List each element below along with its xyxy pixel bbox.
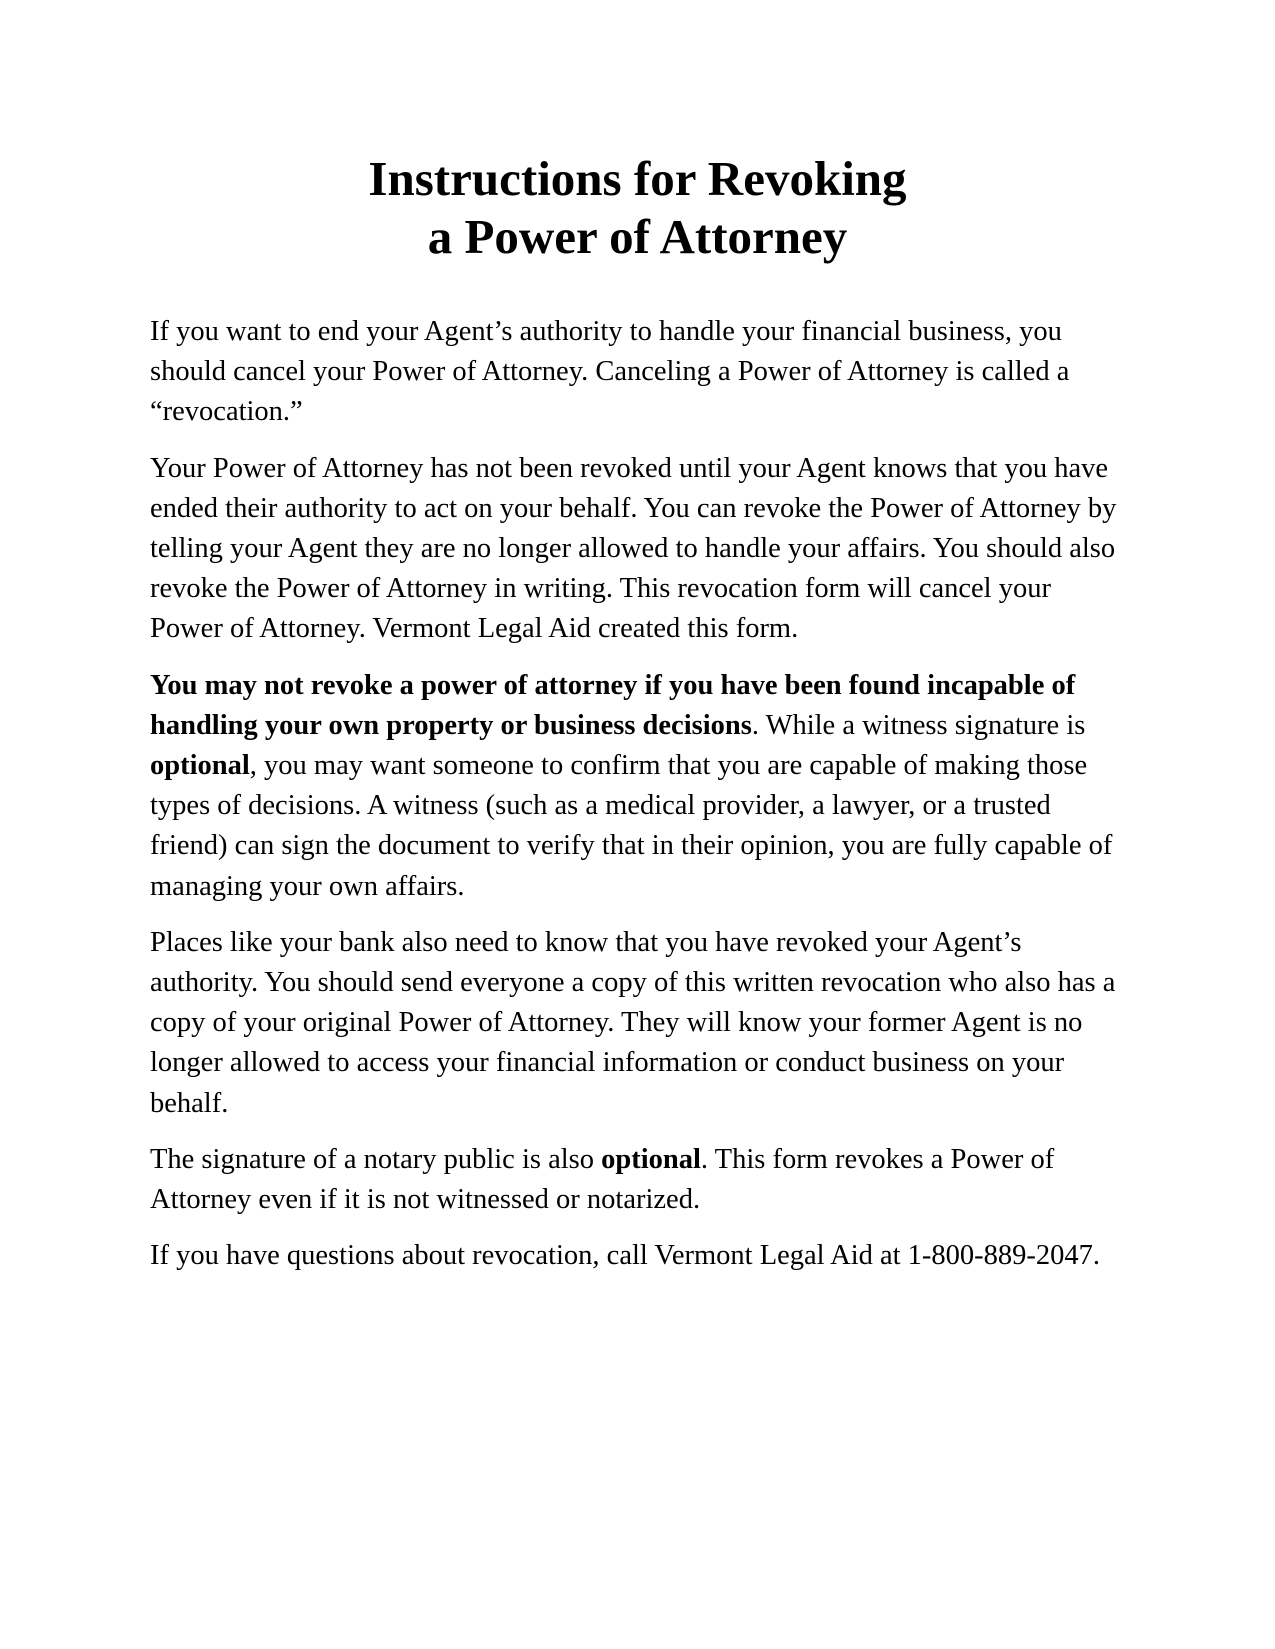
document-body (150, 312, 1130, 1292)
page-title (0, 150, 1275, 266)
paragraph-notify-others: Places like your bank also need to know that you have revoked your Agent’s authority. You should send everyone a copy of this written revocation who also has a copy of your original Power of Attorney. They will know your former Agent is no longer allowed to access your financial information or conduct business on your behalf. (150, 926, 1116, 1119)
title-line-2: a Power of Attorney (427, 209, 848, 264)
paragraph-notary (150, 1140, 1130, 1220)
title-line-1: Instructions for Revoking (368, 151, 907, 206)
optional-emphasis: optional (150, 750, 250, 782)
capacity-text-b: , you may want someone to confirm that you are capable of making those types of decisions. A witness (such as a medical provider, a lawyer, or a trusted friend) can sign the document to verify that in their opinion, you are fully capable of managing your own affairs. (150, 750, 1113, 902)
notary-text-b: . This form revokes a Power of Attorney even if it is not witnessed or notarized. (150, 1143, 1055, 1216)
optional-emphasis: optional (601, 1143, 701, 1175)
notary-text-a: The signature of a notary public is also (150, 1143, 602, 1175)
paragraph-when-revoked: Your Power of Attorney has not been revoked until your Agent knows that you have ended their authority to act on your behalf. You can revoke the Power of Attorney by telling your Agent they are no longer allowed to handle your affairs. You should also revoke the Power of Attorney in writing. This revocation form will cancel your Power of Attorney. Vermont Legal Aid created this form. (150, 452, 1117, 645)
paragraph-intro: If you want to end your Agent’s authority to handle your financial business, you should cancel your Power of Attorney. Canceling a Power of Attorney is called a “revocation.” (150, 316, 1070, 428)
paragraph-capacity (150, 666, 1130, 907)
capacity-warning-bold: You may not revoke a power of attorney if you have been found incapable of handling your own property or business decisions (150, 669, 1076, 741)
capacity-text-a: . While a witness signature is (751, 709, 1086, 741)
paragraph-contact: If you have questions about revocation, call Vermont Legal Aid at 1-800-889-2047. (150, 1240, 1101, 1272)
